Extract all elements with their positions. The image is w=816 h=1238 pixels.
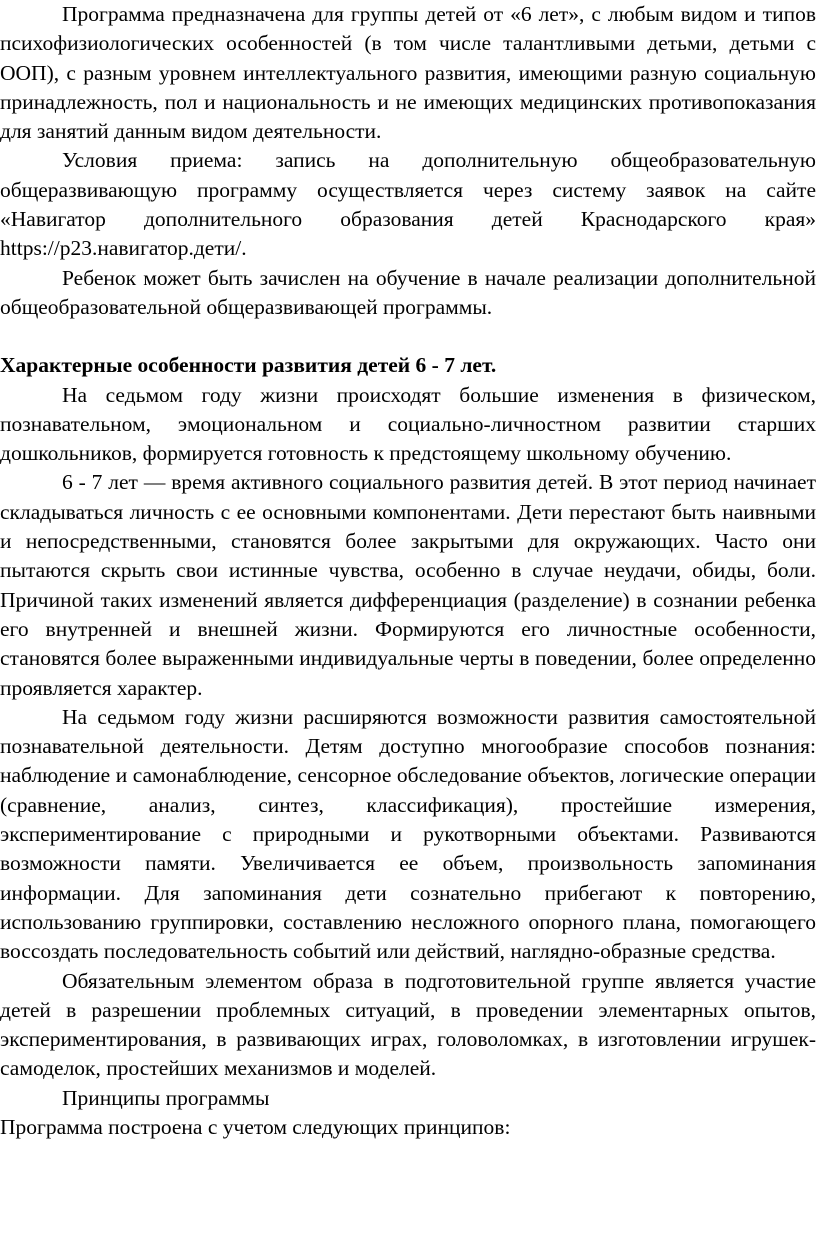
paragraph-preparatory-group: Обязательным элементом образа в подготовительной группе является участие детей в разрешении проблемных ситуаций, в проведении элементарных опытов, экспериментирования, в развивающих играх, головоломках, в изготовлении игрушек-самоделок, простейших механизмов и моделей. bbox=[0, 968, 816, 1081]
paragraph-admission-conditions: Условия приема: запись на дополнительную общеобразовательную общеразвивающую программу осуществляется через систему заявок на сайте «Навигатор дополнительного образования детей Краснодарского края» https://p23.навигатор.дети/. bbox=[0, 148, 816, 261]
section-heading: Характерные особенности развития детей 6 - 7 лет. bbox=[0, 353, 497, 378]
paragraph-social-development: 6 - 7 лет — время активного социального развития детей. В этот период начинает складываться личность с ее основными компонентами. Дети перестают быть наивными и непосредственными, становятся более закрытыми для окружающих. Часто они пытаются скрыть свои истинные чувства, особенно в случае неудачи, обиды, боли. Причиной таких изменений является дифференциация (разделение) в сознании ребенка его внутренней и внешней жизни. Формируются его личностные особенности, становятся более выраженными индивидуальные черты в поведении, более определенно проявляется характер. bbox=[0, 470, 816, 700]
paragraph-principles-intro: Программа построена с учетом следующих принципов: bbox=[0, 1114, 511, 1139]
paragraph-development-changes: На седьмом году жизни происходят большие изменения в физическом, познавательном, эмоциональном и социально-личностном развитии старших дошкольников, формируется готовность к предстоящему школьному обучению. bbox=[0, 382, 816, 466]
paragraph-principles-title: Принципы программы bbox=[62, 1085, 270, 1110]
paragraph-enrollment: Ребенок может быть зачислен на обучение в начале реализации дополнительной общеобразовательной общеразвивающей программы. bbox=[0, 265, 816, 319]
paragraph-cognitive-development: На седьмом году жизни расширяются возможности развития самостоятельной познавательной деятельности. Детям доступно многообразие способов познания: наблюдение и самонаблюдение, сенсорное обследование объектов, логические операции (сравнение, анализ, синтез, классификация), простейшие измерения, экспериментирование с природными и рукотворными объектами. Развиваются возможности памяти. Увеличивается ее объем, произвольность запоминания информации. Для запоминания дети сознательно прибегают к повторению, использованию группировки, составлению несложного опорного плана, помогающего воссоздать последовательность событий или действий, наглядно-образные средства. bbox=[0, 704, 816, 964]
paragraph-target-group: Программа предназначена для группы детей от «6 лет», с любым видом и типов психофизиологических особенностей (в том числе талантливыми детьми, детьми с ООП), с разным уровнем интеллектуального развития, имеющими разную социальную принадлежность, пол и национальность и не имеющих медицинских противопоказания для занятий данным видом деятельности. bbox=[0, 2, 816, 144]
